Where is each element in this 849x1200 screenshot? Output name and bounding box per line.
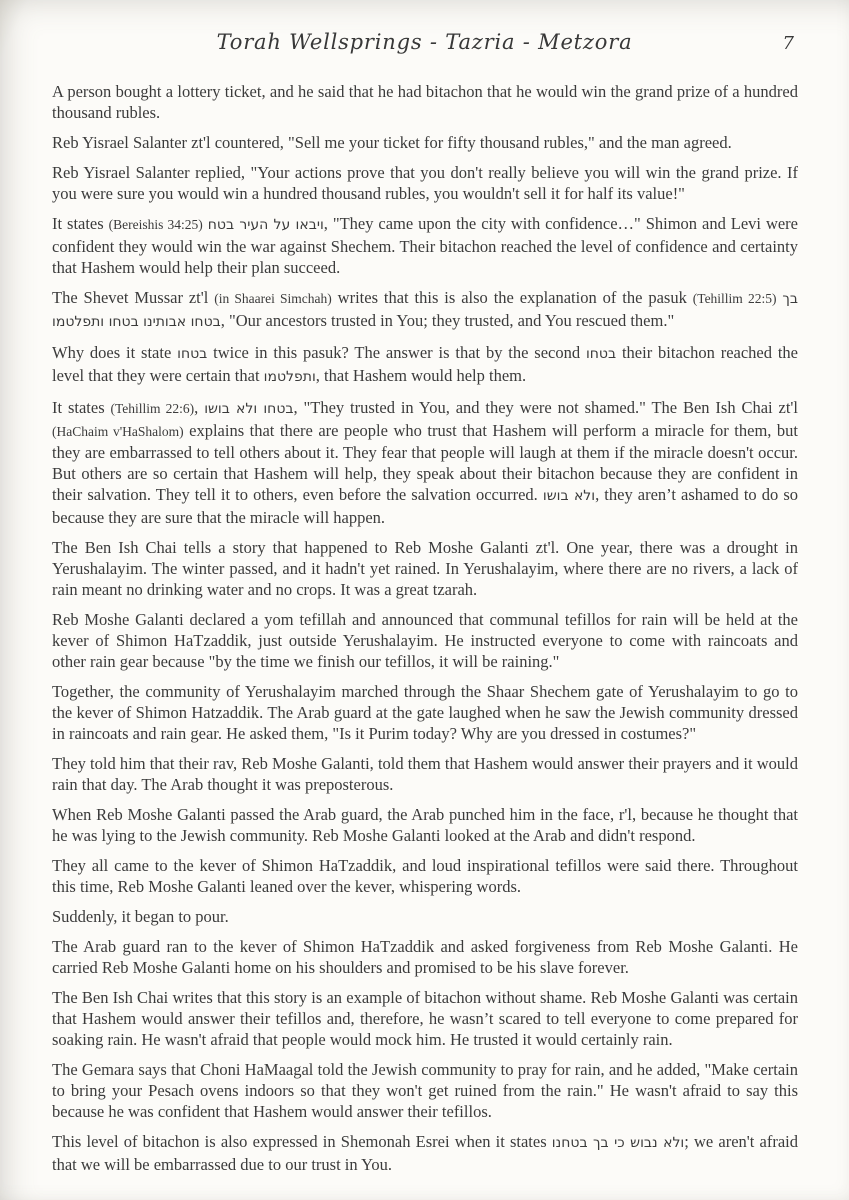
text-run: It states: [52, 398, 111, 417]
paragraph: [52, 855, 798, 897]
paragraph: [52, 987, 798, 1050]
citation-text: (Tehillim 22:6): [110, 401, 195, 416]
paragraph: [52, 162, 798, 204]
text-run: Together, the community of Yerushalayim marched through the Shaar Shechem gate of Yerushalayim to go to the kever of Shimon Hatzaddik. The Arab guard at the gate laughed when he saw the Jewish community dressed in raincoats and rain gear. He asked them, "Is it Purim today? Why are you dressed in costumes?": [52, 682, 798, 743]
paragraph: [52, 681, 798, 744]
text-run: Reb Yisrael Salanter replied, "Your actions prove that you don't really believe you will win the grand prize. If you were sure you would win a hundred thousand rubles, you wouldn't sell it for half its value!": [52, 163, 798, 203]
hebrew-text: ולא נבוש כי בך בטחנו: [551, 1135, 685, 1151]
text-run: twice in this pasuk? The answer is that by the second: [207, 343, 586, 362]
text-run: , they aren’t ashamed to do so because they are sure that the miracle will happen.: [52, 485, 798, 527]
paragraph: [52, 537, 798, 600]
document-body: [52, 81, 798, 1184]
text-run: Suddenly, it began to pour.: [52, 907, 229, 926]
paragraph: [52, 342, 798, 388]
text-run: their bitachon reached the level that they were certain that: [52, 343, 798, 385]
paragraph: [52, 609, 798, 672]
text-run: This level of bitachon is also expressed in Shemonah Esrei when it states: [52, 1132, 552, 1151]
text-run: writes that this is also the explanation of the pasuk: [331, 288, 693, 307]
text-run: It states: [52, 214, 109, 233]
paragraph: [52, 804, 798, 846]
paragraph: [52, 1059, 798, 1122]
text-run: They all came to the kever of Shimon HaTzaddik, and loud inspirational tefillos were said there. Throughout this time, Reb Moshe Galanti leaned over the kever, whispering words.: [52, 856, 798, 896]
hebrew-text: ולא בושו: [542, 488, 596, 504]
page-title: Torah Wellsprings - Tazria - Metzora: [216, 30, 633, 54]
page-header: [52, 30, 797, 60]
paragraph: [52, 287, 798, 333]
text-run: Reb Moshe Galanti declared a yom tefillah and announced that communal tefillos for rain will be held at the kever of Shimon HaTzaddik, just outside Yerushalayim. He instructed everyone to come with raincoats and other rain gear because "by the time we finish our tefillos, it will be raining.": [52, 610, 798, 671]
paragraph: [52, 906, 798, 927]
citation-text: (in Shaarei Simchah): [214, 291, 332, 306]
hebrew-text: בך בטחו אבותינו בטחו ותפלטמו: [52, 291, 798, 330]
paragraph: [52, 132, 798, 153]
paragraph: [52, 936, 798, 978]
text-run: , that Hashem would help them.: [315, 366, 527, 385]
text-run: They told him that their rav, Reb Moshe Galanti, told them that Hashem would answer their prayers and it would rain that day. The Arab thought it was preposterous.: [52, 754, 798, 794]
page-number: 7: [782, 33, 794, 54]
text-run: The Shevet Mussar zt'l: [52, 288, 215, 307]
hebrew-text: ותפלטמו: [263, 369, 316, 385]
text-run: A person bought a lottery ticket, and he said that he had bitachon that he would win the grand prize of a hundred thousand rubles.: [52, 82, 798, 122]
paragraph: [52, 753, 798, 795]
paragraph: [52, 81, 798, 123]
hebrew-text: בטחו ולא בושו: [204, 401, 294, 417]
text-run: The Arab guard ran to the kever of Shimon HaTzaddik and asked forgiveness from Reb Moshe Galanti. He carried Reb Moshe Galanti home on his shoulders and promised to be his slave forever.: [52, 937, 798, 977]
text-run: The Ben Ish Chai tells a story that happened to Reb Moshe Galanti zt'l. One year, there was a drought in Yerushalayim. The winter passed, and it hadn't yet rained. In Yerushalayim, where there are no rivers, a lack of rain meant no drinking water and no crops. It was a great tzarah.: [52, 538, 798, 599]
text-run: , "They came upon the city with confidence…" Shimon and Levi were confident they would win the war against Shechem. Their bitachon reached the level of confidence and certainty that Hashem would help their plan succeed.: [52, 214, 798, 277]
paragraph: [52, 397, 798, 528]
hebrew-text: ויבאו על העיר בטח: [207, 217, 324, 233]
text-run: When Reb Moshe Galanti passed the Arab guard, the Arab punched him in the face, r'l, because he thought that he was lying to the Jewish community. Reb Moshe Galanti looked at the Arab and didn't respond.: [52, 805, 798, 845]
citation-text: (Bereishis 34:25): [108, 217, 203, 232]
text-run: ,: [194, 398, 205, 417]
citation-text: (Tehillim 22:5): [692, 291, 777, 306]
paragraph: [52, 213, 798, 278]
text-run: ; we aren't afraid that we will be embarrassed due to our trust in You.: [52, 1132, 798, 1174]
text-run: , "They trusted in You, and they were not shamed." The Ben Ish Chai zt'l: [293, 398, 798, 417]
text-run: explains that there are people who trust that Hashem will perform a miracle for them, but they are embarrassed to tell others about it. They fear that people will laugh at them if the miracle doesn't occur. But others are so certain that Hashem will help, they speak about their bitachon because they are confident in their salvation. They tell it to others, even before the salvation occurred.: [52, 421, 798, 504]
text-run: Reb Yisrael Salanter zt'l countered, "Sell me your ticket for fifty thousand rubles," and the man agreed.: [52, 133, 732, 152]
text-run: Why does it state: [52, 343, 178, 362]
text-run: The Gemara says that Choni HaMaagal told the Jewish community to pray for rain, and he added, "Make certain to bring your Pesach ovens indoors so that they won't get ruined from the rain." He wasn't afraid to say this because he was confident that Hashem would answer their tefillos.: [52, 1060, 798, 1121]
text-run: , "Our ancestors trusted in You; they trusted, and You rescued them.": [220, 311, 675, 330]
hebrew-text: בטחו: [585, 346, 617, 362]
paragraph: [52, 1131, 798, 1175]
citation-text: (HaChaim v'HaShalom): [52, 424, 184, 439]
hebrew-text: בטחו: [177, 346, 208, 362]
text-run: The Ben Ish Chai writes that this story is an example of bitachon without shame. Reb Moshe Galanti was certain that Hashem would answer their tefillos and, therefore, he wasn’t scared to tell everyone to come prepared for soaking rain. He wasn't afraid that people would mock him. He trusted it would certainly rain.: [52, 988, 798, 1049]
